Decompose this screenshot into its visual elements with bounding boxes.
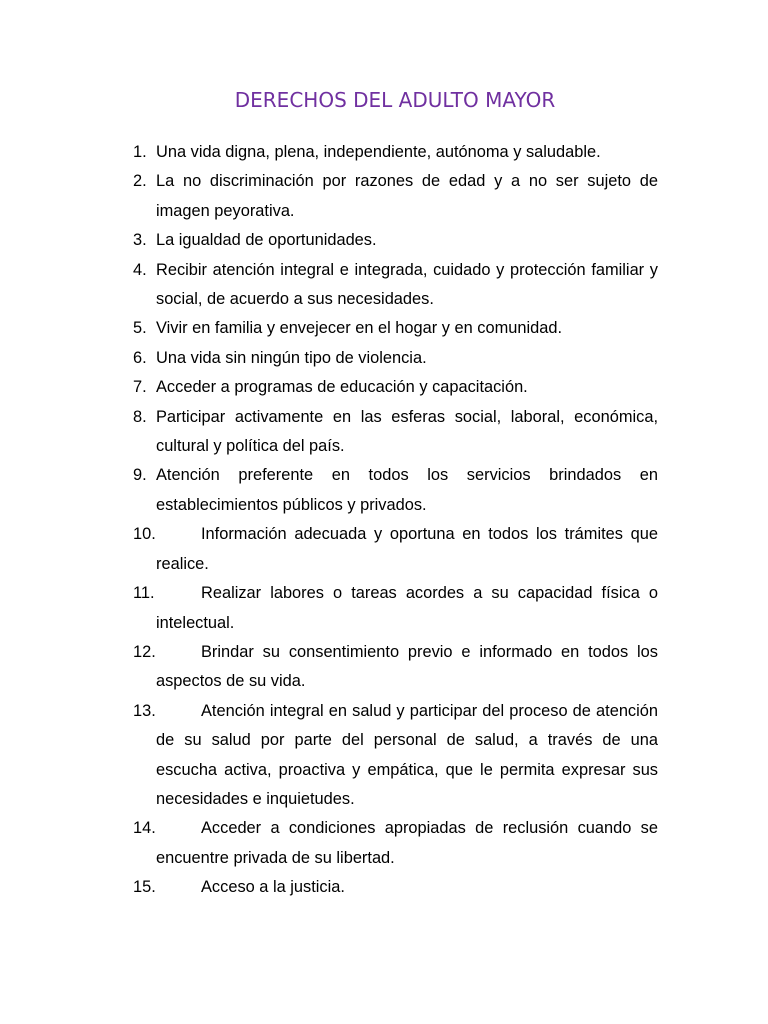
list-item-number: 12.: [133, 642, 156, 661]
list-item: [133, 461, 658, 520]
list-item: [133, 256, 658, 315]
document-title: DERECHOS DEL ADULTO MAYOR: [234, 88, 556, 112]
list-item-number: 10.: [133, 525, 156, 544]
list-item-number: 4.: [133, 260, 147, 279]
list-item: [133, 373, 658, 402]
list-item-number: 2.: [133, 172, 147, 191]
list-item: [133, 520, 658, 579]
list-item-text: Acceder a programas de educación y capacitación.: [156, 378, 528, 397]
list-item: [133, 167, 658, 226]
list-item-text: Acceso a la justicia.: [201, 878, 345, 897]
list-item-text: Realizar labores o tareas acordes a su capacidad física o intelectual.: [156, 584, 658, 632]
list-item-number: 6.: [133, 348, 147, 367]
list-item: [133, 638, 658, 697]
list-item-text: Información adecuada y oportuna en todos los trámites que realice.: [156, 525, 658, 573]
list-item: [133, 873, 658, 902]
list-item: [133, 226, 658, 255]
list-item: [133, 403, 658, 462]
list-item: [133, 814, 658, 873]
list-item: [133, 314, 658, 343]
list-item-text: Atención integral en salud y participar del proceso de atención de su salud por parte del personal de salud, a través de una escucha activa, proactiva y empática, que le permita expresar sus necesidades e inquietudes.: [156, 701, 658, 808]
list-item-text: Brindar su consentimiento previo e informado en todos los aspectos de su vida.: [156, 642, 658, 691]
list-item: [133, 138, 658, 167]
list-item: [133, 344, 658, 373]
list-item-text: Vivir en familia y envejecer en el hogar y en comunidad.: [156, 319, 563, 338]
list-item-number: 11.: [133, 584, 155, 603]
list-item-number: 15.: [133, 878, 156, 897]
list-item: [133, 697, 658, 815]
list-item-number: 9.: [133, 466, 147, 485]
list-item-number: 7.: [133, 378, 147, 397]
list-item-number: 8.: [133, 407, 147, 426]
list-item-text: Participar activamente en las esferas social, laboral, económica, cultural y política del país.: [156, 407, 658, 456]
list-item-text: Una vida digna, plena, independiente, autónoma y saludable.: [156, 143, 601, 161]
list-item-text: Atención preferente en todos los servicios brindados en establecimientos públicos y privados.: [156, 466, 658, 514]
list-item: [133, 579, 658, 638]
list-item-number: 3.: [133, 231, 147, 250]
list-item-text: Recibir atención integral e integrada, cuidado y protección familiar y social, de acuerdo a sus necesidades.: [156, 260, 658, 309]
list-item-number: 5.: [133, 319, 147, 338]
list-item-text: La no discriminación por razones de edad y a no ser sujeto de imagen peyorativa.: [156, 172, 658, 220]
list-item-text: La igualdad de oportunidades.: [156, 231, 377, 250]
list-item-number: 14.: [133, 819, 156, 838]
list-item-number: 13.: [133, 701, 156, 720]
rights-list: [133, 138, 658, 903]
list-item-text: Acceder a condiciones apropiadas de reclusión cuando se encuentre privada de su libertad.: [156, 819, 658, 867]
list-item-text: Una vida sin ningún tipo de violencia.: [156, 348, 427, 367]
list-item-number: 1.: [133, 143, 147, 161]
